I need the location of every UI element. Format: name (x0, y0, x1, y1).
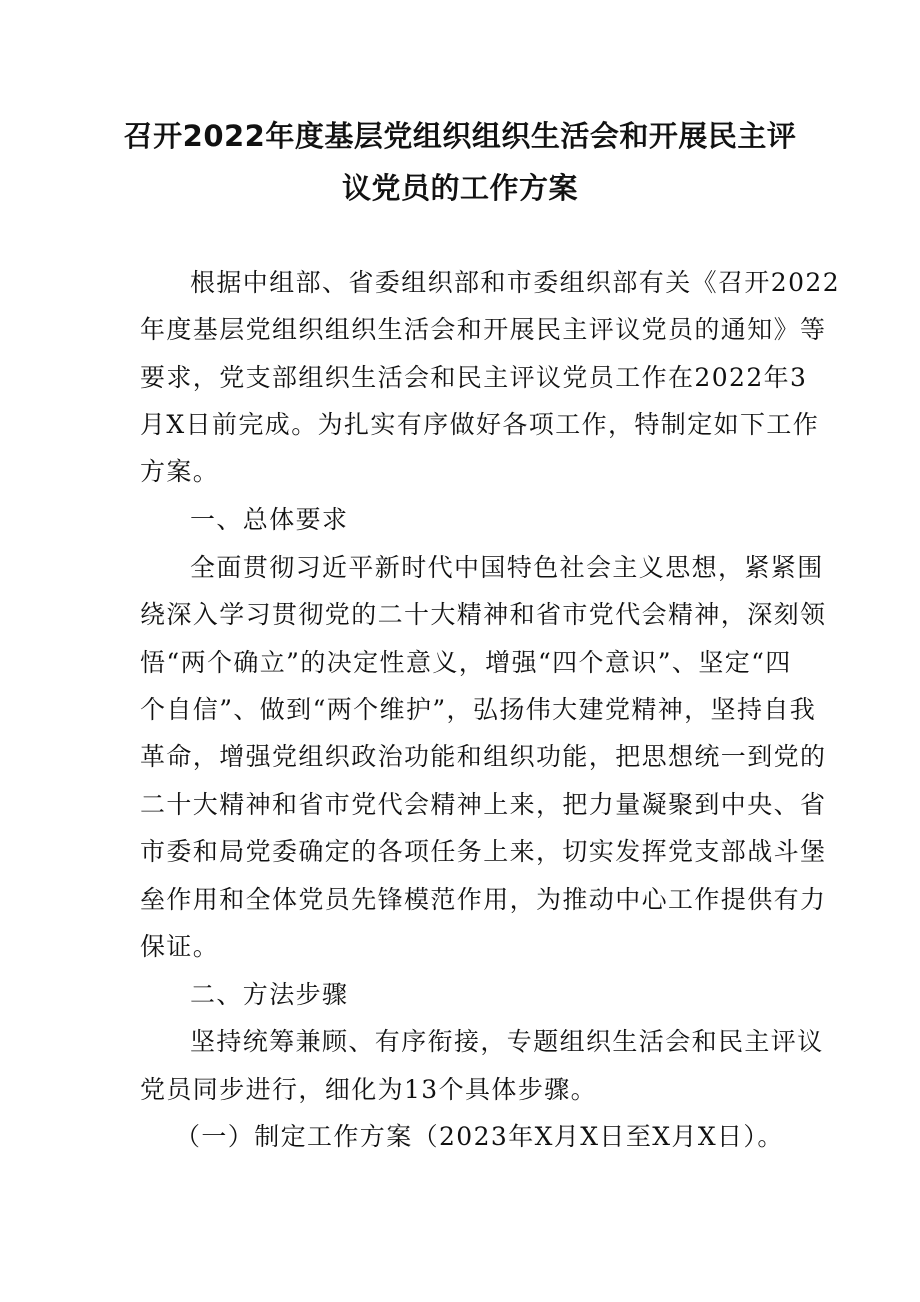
subsection-heading: （一）制定工作方案（2023年X月X日至X月X日）。 (175, 1122, 784, 1151)
section-heading: 一、总体要求 (190, 505, 349, 534)
paragraph-line: 月X日前完成。为扎实有序做好各项工作，特制定如下工作 (140, 410, 820, 439)
paragraph-line: 坚持统筹兼顾、有序衔接，专题组织生活会和民主评议 (190, 1027, 824, 1056)
paragraph-line: 市委和局党委确定的各项任务上来，切实发挥党支部战斗堡 (140, 837, 827, 866)
paragraph-line: 绕深入学习贯彻党的二十大精神和省市党代会精神，深刻领 (140, 600, 827, 629)
paragraph-line: 个自信”、做到“两个维护”，弘扬伟大建党精神，坚持自我 (140, 695, 817, 724)
paragraph-line: 根据中组部、省委组织部和市委组织部有关《召开2022 (190, 268, 841, 297)
paragraph-line: 二十大精神和省市党代会精神上来，把力量凝聚到中央、省 (140, 790, 827, 819)
section-heading: 二、方法步骤 (190, 980, 349, 1009)
paragraph-line: 革命，增强党组织政治功能和组织功能，把思想统一到党的 (140, 742, 827, 771)
paragraph-line: 悟“两个确立”的决定性意义，增强“四个意识”、坚定“四 (140, 648, 792, 677)
paragraph-line: 全面贯彻习近平新时代中国特色社会主义思想，紧紧围 (190, 553, 824, 582)
paragraph-line: 方案。 (140, 457, 220, 486)
paragraph-line: 要求，党支部组织生活会和民主评议党员工作在2022年3 (140, 363, 808, 392)
paragraph-line: 年度基层党组织组织生活会和开展民主评议党员的通知》等 (140, 315, 827, 344)
document-title-line-1: 召开2022年度基层党组织组织生活会和开展民主评 (123, 119, 797, 153)
paragraph-line: 党员同步进行，细化为13个具体步骤。 (140, 1075, 598, 1104)
document-title-line-2: 议党员的工作方案 (341, 171, 578, 205)
paragraph-line: 垒作用和全体党员先锋模范作用，为推动中心工作提供有力 (140, 885, 827, 914)
paragraph-line: 保证。 (140, 932, 220, 961)
